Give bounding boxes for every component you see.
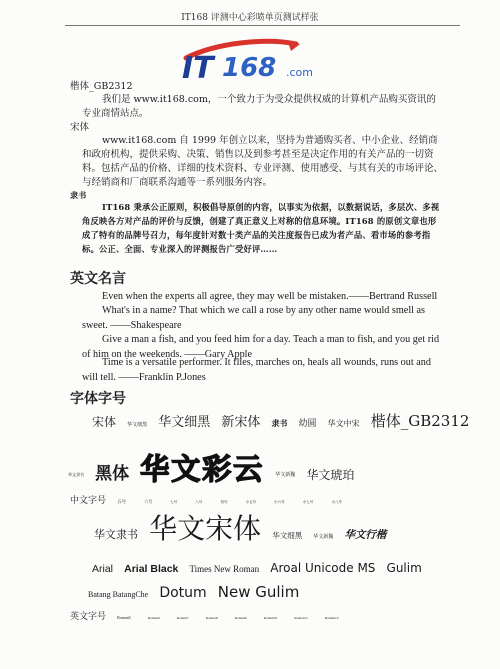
size-5: 五号 [117,500,127,505]
lishu-paragraph: IT168 秉承公正原则，积极倡导原创的内容，以事实为依据，以数据说话，多层次、多视角反映各方对产品的评价与反馈，创建了真正意义上对称的信息环境。IT168 的原创文章也形成了特有的品牌号召力，每年度针对数十类产品的关注度报告已成为者产品、看市场的参考指标。公正、全面、专业深入的评测报告广受好评…… [82,202,440,254]
header-divider [65,25,460,26]
it168-logo [178,36,328,84]
roman-6: Roman6 [147,616,160,620]
size-8: 八号 [195,500,203,504]
quote-1: Even when the experts all agree, they may well be mistaken.——Bertrand Russell [102,291,438,302]
roman-10: Roman10 [263,616,278,620]
sample-caiyun: 华文彩云 [140,452,265,486]
page-header: IT168 评测中心彩喷单页测试样张 [181,13,319,23]
font-sample-row-2 [68,447,360,488]
kaiti-gb-paragraph: 我们是 www.it168.com，一个致力于为受众提供权威的计算机产品购买资讯的专业商情站点。 [82,94,436,119]
sample-youyuan: 幼圆 [298,419,317,429]
sample-huawen-songti: 华文宋体 [149,512,262,545]
sample-times: Times New Roman [189,564,260,574]
size-chu: 初号 [220,500,228,504]
font-label-lishu: 隶书 [70,190,87,200]
sample-huawen-lishu: 华文隶书 [94,528,138,541]
sample-xihei: 华文细黑 [158,415,211,430]
chinese-size-row [70,488,348,507]
size-7: 七号 [170,500,178,504]
font-sample-row-1 [92,410,475,431]
sample-kaiti-gb: 楷体_GB2312 [370,412,470,430]
roman-9: Roman9 [234,616,247,620]
english-size-row [70,604,345,623]
korean-font-row [88,582,305,601]
quote-2: What's in a name? That which we call a rose by any other name would smell as sweet. ——Shakespeare [82,305,426,331]
logo-number: 168 [222,53,277,83]
sample-tiny: 华文细黑 [127,422,148,428]
sample-dotum: Dotum [159,585,207,601]
sample-zhongsong: 华文中宋 [327,419,360,428]
sample-arial-unicode: Aroal Unicode MS [270,561,376,575]
logo-graphic [178,36,328,84]
size-xiao7: 小七号 [302,500,314,504]
font-sample-row-4 [94,507,392,547]
english-size-label: 英文字号 [70,612,107,622]
logo-dotcom: .com [286,66,313,79]
roman-8: Roman8 [205,616,218,620]
latin-font-row [92,557,428,576]
sample-batang: Batang BatangChe [88,590,149,599]
sample-heiti: 黑体 [95,464,130,484]
roman-12: Roman12 [324,616,339,620]
logo-it: IT [182,51,214,84]
songti-paragraph: www.it168.com 自 1999 年创立以来，坚持为普通购买者、中小企业、经销商和政府机构，提供采购、决策、销售以及到参考甚至是决定作用的有关产品的一切资料。包括产品的价格、详细的技术资料、专业评测、使用感受、与其有关的市场评论、与经销商和厂商联系沟通等一系列服务内容。 [82,135,444,188]
sample-xinsong: 新宋体 [221,415,261,430]
english-quotes-title: 英文名言 [70,271,126,287]
roman-5: Roman5 [117,615,131,620]
sample-new-gulim: New Gulim [217,583,300,601]
sample-xinwei: 华文新魏 [275,472,296,478]
sample-lishu: 隶书 [271,418,288,428]
roman-7: Roman7 [176,616,189,620]
size-6: 六号 [144,499,153,504]
roman-11: Roman11 [294,616,308,620]
sample-huawen-xihei: 华文细黑 [272,531,303,540]
font-label-kaiti-gb: 楷体_GB2312 [70,81,133,92]
chinese-size-label: 中文字号 [70,496,107,506]
size-xiao6: 小六号 [274,500,285,504]
sample-tiny-2: 华文隶书 [68,471,84,477]
sample-huawen-xingkai: 华文行楷 [344,529,387,541]
font-label-songti: 宋体 [70,122,90,133]
size-xiao5: 小五号 [245,500,257,504]
quote-4: Time is a versatile performer. It flies, marches on, heals all wounds, runs out and will tell. ——Franklin P.Jones [82,357,431,383]
sample-hupo: 华文琥珀 [306,468,355,482]
sample-arial: Arial [92,563,114,575]
sample-songti: 宋体 [92,415,117,429]
font-sizes-title: 字体字号 [70,391,126,407]
sample-gulim: Gulim [386,561,422,575]
sample-arial-black: Arial Black [124,563,179,575]
sample-huawen-xinwei: 华文新魏 [313,534,334,540]
size-xiao8: 小八号 [331,500,342,504]
quote-3: Give a man a fish, and you feed him for a day. Teach a man to fish, and you get rid of him on the weekends. ——Gary Apple [82,334,440,360]
